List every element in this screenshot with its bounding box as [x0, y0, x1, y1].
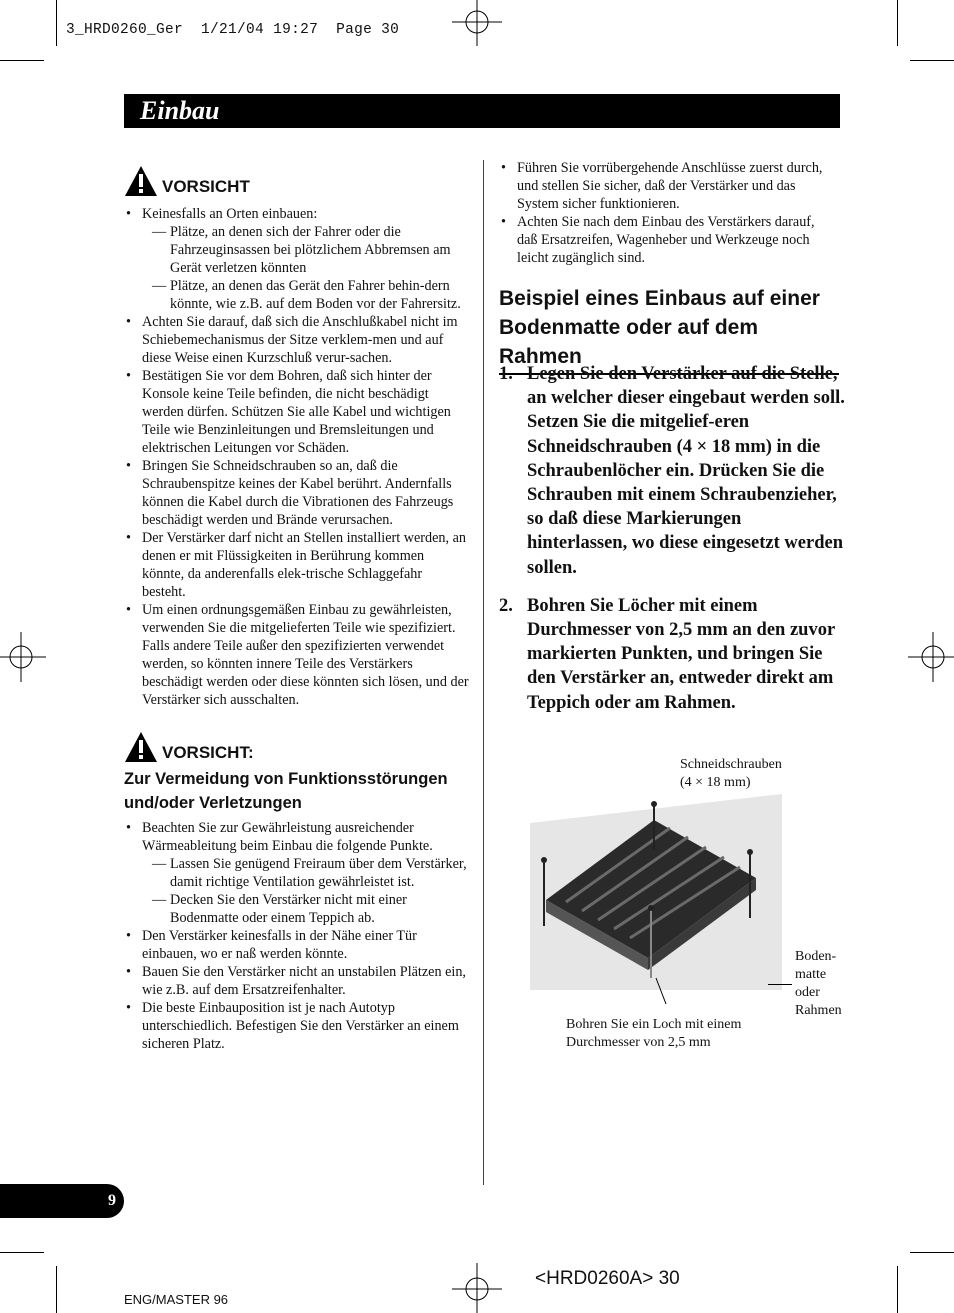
slug-page-label: Page	[336, 22, 373, 38]
caution-heading-2	[124, 731, 469, 763]
footer-code: <HRD0260A> 30	[535, 1268, 680, 1289]
mat-leader-line	[768, 984, 792, 985]
slug-file: 3_HRD0260_Ger	[66, 22, 184, 38]
caution-title-2: VORSICHT:	[162, 743, 254, 762]
amplifier-installation-illustration	[520, 790, 790, 1010]
page-number-tab	[0, 1184, 124, 1218]
section-header-bar	[124, 94, 840, 128]
warning-icon	[124, 731, 158, 763]
step-2: 2. Bohren Sie Löcher mit einem Durchmesser von 2,5 mm an den zuvor markierten Punkten, und bringen Sie den Verstärker an, entweder direkt am Teppich oder am Rahmen.	[499, 595, 835, 713]
caution-list-1	[124, 205, 469, 709]
footer-master: ENG/MASTER 96	[124, 1292, 229, 1307]
list-item: • Die beste Einbauposition ist je nach Autotyp unterschiedlich. Befestigen Sie den Verstärker an einem sicheren Platz.	[124, 999, 469, 1053]
caution-subtitle: Zur Vermeidung von Funktionsstörungen und/oder Verletzungen	[124, 770, 448, 812]
right-bullet-list	[499, 159, 835, 267]
registration-mark-top	[452, 0, 502, 46]
registration-mark-right	[908, 632, 954, 682]
list-item: • Bestätigen Sie vor dem Bohren, daß sich hinter der Konsole keine Teile befinden, die nicht beschädigt werden dürfen. Schützen Sie alle Kabel und wichtigen Teile wie Benzinleitungen und Bremsleitungen und elektrischen Leitungen vor Schäden.	[124, 367, 469, 457]
caution-title-1: VORSICHT	[162, 177, 250, 196]
list-item: • Führen Sie vorrübergehende Anschlüsse zuerst durch, und stellen Sie sicher, daß der Verstärker und das System sicher funktionieren.	[499, 159, 835, 213]
figure-label-mat: Boden- matte oder Rahmen	[795, 949, 842, 1018]
column-divider	[483, 160, 484, 1185]
slug-page-num: 30	[381, 22, 400, 38]
list-item: • Bringen Sie Schneidschrauben so an, daß die Schraubenspitze keines der Kabel berührt. Andernfalls können die Kabel durch die Vibrationen des Fahrzeugs beschädigt werden und Brände verursachen.	[124, 457, 469, 529]
figure-label-drill: Bohren Sie ein Loch mit einem Durchmesser von 2,5 mm	[566, 1017, 742, 1050]
figure-label-screws: Schneidschrauben (4 × 18 mm)	[680, 757, 782, 790]
right-column	[499, 159, 835, 267]
section-title: Beispiel eines Einbaus auf einer Bodenmatte oder auf dem Rahmen	[499, 284, 839, 375]
registration-mark-bottom	[452, 1263, 502, 1313]
slug-time: 19:27	[273, 22, 319, 38]
steps	[499, 362, 845, 715]
list-item: • Achten Sie nach dem Einbau des Verstärkers darauf, daß Ersatzreifen, Wagenheber und Werkzeuge noch leicht zugänglich sind.	[499, 213, 835, 267]
caution-heading-1	[124, 165, 469, 197]
print-slug	[66, 6, 399, 38]
list-item: • Achten Sie darauf, daß sich die Anschlußkabel nicht im Schiebemechanismus der Sitze verklem-men und auf diese Weise einen Kurzschluß verur-sachen.	[124, 313, 469, 367]
step-1: 1. Legen Sie den Verstärker auf die Stelle, an welcher dieser eingebaut werden soll. Setzen Sie die mitgelief-eren Schneidschrauben (4 × 18 mm) in die Schraubenlöcher ein. Drücken Sie die Schrauben mit einem Schraubenzieher, so daß diese Markierungen hinterlassen, wo diese eingesetzt werden sollen.	[499, 364, 845, 578]
list-item: • Beachten Sie zur Gewährleistung ausreichender Wärmeableitung beim Einbau die folgende Punkte. — Lassen Sie genügend Freiraum über dem Verstärker, damit richtige Ventilation gewährleistet ist. — Decken Sie den Verstärker nicht mit einer Bodenmatte oder einem Teppich ab.	[124, 819, 469, 927]
caution-list-2	[124, 819, 469, 1053]
registration-mark-left	[0, 632, 46, 682]
list-item: • Bauen Sie den Verstärker nicht an unstabilen Plätzen ein, wie z.B. auf dem Ersatzreifenhalter.	[124, 963, 469, 999]
page-title: Einbau	[140, 96, 220, 125]
sub-item: — Plätze, an denen das Gerät den Fahrer behin-dern könnte, wie z.B. auf dem Boden vor der Fahrersitz.	[152, 278, 461, 312]
left-column	[124, 165, 469, 1053]
list-item: • Der Verstärker darf nicht an Stellen installiert werden, an denen er mit Flüssigkeiten in Berührung kommen könnte, da anderenfalls elek-trische Schlaggefahr besteht.	[124, 529, 469, 601]
list-item: • Um einen ordnungsgemäßen Einbau zu gewährleisten, verwenden Sie die mitgelieferten Teile wie spezifiziert. Falls andere Teile außer den spezifizierten verwendet werden, so könnten innere Teile des Verstärkers beschädigt werden oder diese könnten sich lösen, und der Verstärker sich ausschalten.	[124, 601, 469, 709]
list-item: • Den Verstärker keinesfalls in der Nähe einer Tür einbauen, wo er naß werden könnte.	[124, 927, 469, 963]
sub-item: — Decken Sie den Verstärker nicht mit einer Bodenmatte oder einem Teppich ab.	[152, 892, 407, 926]
sub-item: — Plätze, an denen sich der Fahrer oder die Fahrzeuginsassen bei plötzlichem Abbremsen am Gerät verletzen könnten	[152, 224, 451, 276]
sub-item: — Lassen Sie genügend Freiraum über dem Verstärker, damit richtige Ventilation gewährleistet ist.	[152, 856, 467, 890]
list-item: • Keinesfalls an Orten einbauen: — Plätze, an denen sich der Fahrer oder die Fahrzeuginsassen bei plötzlichem Abbremsen am Gerät verletzen könnten — Plätze, an denen das Gerät den Fahrer behin-dern könnte, wie z.B. auf dem Boden vor der Fahrersitz.	[124, 205, 469, 313]
page-number: 9	[108, 1192, 116, 1209]
slug-date: 1/21/04	[201, 22, 265, 38]
warning-icon	[124, 165, 158, 197]
